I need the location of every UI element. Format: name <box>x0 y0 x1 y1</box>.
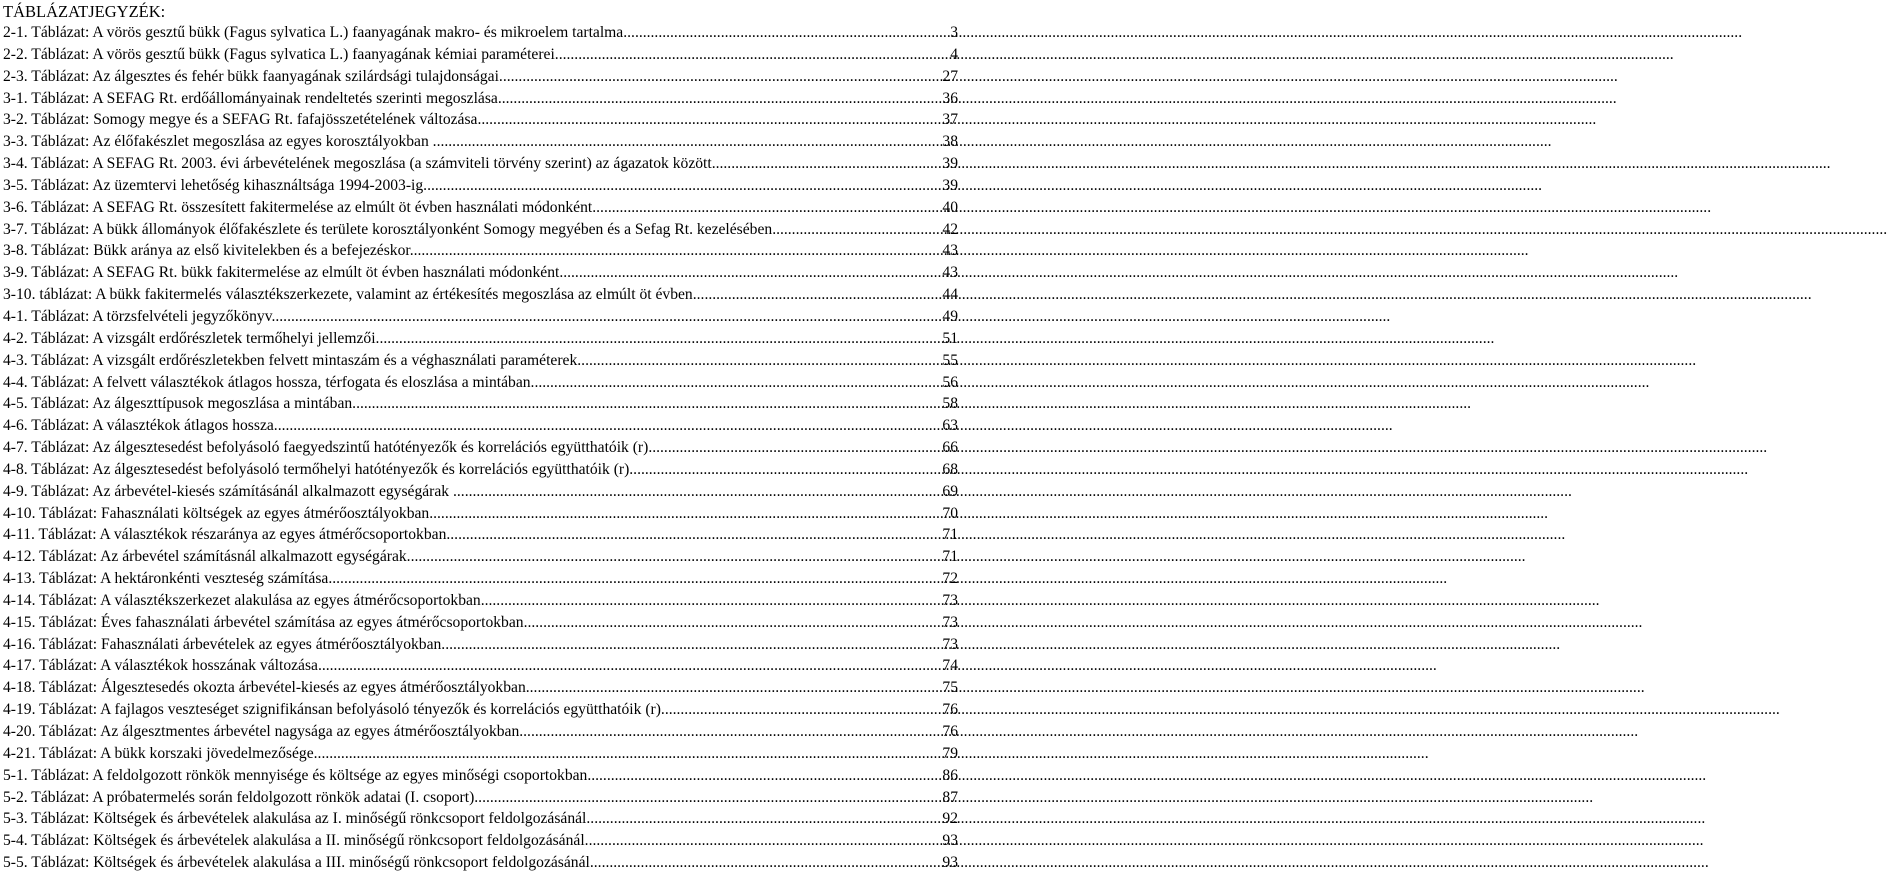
toc-entry[interactable] <box>0 481 960 503</box>
toc-entry[interactable] <box>0 546 960 568</box>
toc-entry-page-number: 76 <box>942 701 958 719</box>
toc-entry-label: 5-1. Táblázat: A feldolgozott rönkök mennyisége és költsége az egyes minőségi csoportokban. <box>3 766 592 784</box>
dot-leader <box>697 284 942 306</box>
toc-entry[interactable] <box>0 524 960 546</box>
toc-entry[interactable] <box>0 131 960 153</box>
toc-entry-label: 3-9. Táblázat: A SEFAG Rt. bükk fakitermelése az elmúlt öt évben használati módonként. <box>3 264 564 282</box>
toc-entry-page-number: 55 <box>942 351 958 369</box>
toc-entry-page-number: 51 <box>942 329 958 347</box>
dot-leader <box>379 328 941 350</box>
toc-entry-label: 4-13. Táblázat: A hektáronkénti veszteség számítása. <box>3 570 333 588</box>
dot-leader <box>478 787 941 809</box>
toc-entry-label: 4-12. Táblázat: Az árbevétel számításnál alkalmazott egységárak. <box>3 548 411 566</box>
toc-entry[interactable] <box>0 372 960 394</box>
toc-entry[interactable] <box>0 262 960 284</box>
toc-entry-label: 5-5. Táblázat: Költségek és árbevételek alakulása a III. minőségű rönkcsoport feldolgozásánál. <box>3 854 594 872</box>
dot-leader <box>591 765 941 787</box>
toc-entry[interactable] <box>0 175 960 197</box>
toc-entry[interactable] <box>0 350 960 372</box>
toc-entry-label: 5-4. Táblázat: Költségek és árbevételek alakulása a II. minőségű rönkcsoport feldolgozásánál. <box>3 832 589 850</box>
toc-entry[interactable] <box>0 568 960 590</box>
toc-entry-label: 4-14. Táblázat: A választékszerkezet alakulása az egyes átmérőcsoportokban. <box>3 591 485 609</box>
toc-entry-page-number: 70 <box>942 504 958 522</box>
toc-entry-page-number: 38 <box>942 133 958 151</box>
toc-entry-label: 4-18. Táblázat: Álgesztesedés okozta árbevétel-kiesés az egyes átmérőosztályokban. <box>3 679 530 697</box>
toc-entry[interactable] <box>0 830 960 852</box>
toc-entry[interactable] <box>0 66 960 88</box>
dot-leader <box>485 590 942 612</box>
dot-leader <box>563 262 941 284</box>
dot-leader <box>665 699 942 721</box>
toc-entry-page-number: 63 <box>942 417 958 435</box>
dot-leader <box>527 612 941 634</box>
toc-entry-page-number: 4 <box>950 45 958 63</box>
toc-entry-label: 3-10. táblázat: A bükk fakitermelés választékszerkezete, valamint az értékesítés megoszlása az elmúlt öt évben. <box>3 286 697 304</box>
dot-leader <box>594 852 942 874</box>
dot-leader <box>503 66 942 88</box>
dot-leader <box>596 197 941 219</box>
toc-entry[interactable] <box>0 721 960 743</box>
dot-leader <box>559 44 950 66</box>
dot-leader <box>275 306 941 328</box>
toc-entry-label: 4-21. Táblázat: A bükk korszaki jövedelmezősége <box>3 744 314 762</box>
dot-leader <box>322 655 942 677</box>
toc-entry-page-number: 87 <box>942 788 958 806</box>
dot-leader <box>589 830 942 852</box>
toc-entry-page-number: 68 <box>942 460 958 478</box>
toc-entry-label: 4-11. Táblázat: A választékok részaránya az egyes átmérőcsoportokban. <box>3 526 451 544</box>
toc-entry-label: 4-9. Táblázat: Az árbevétel-kiesés számításánál alkalmazott egységárak . <box>3 482 457 500</box>
toc-entry-page-number: 40 <box>942 198 958 216</box>
toc-entry[interactable] <box>0 197 960 219</box>
dot-leader <box>716 153 942 175</box>
toc-entry[interactable] <box>0 88 960 110</box>
toc-entry[interactable] <box>0 743 960 765</box>
toc-entry-label: 4-6. Táblázat: A választékok átlagos hossza. <box>3 417 278 435</box>
toc-entry-label: 4-7. Táblázat: Az álgesztesedést befolyásoló faegyedszintű hatótényezők és korrelációs együtthatóik (r). <box>3 439 653 457</box>
toc-entry-label: 4-16. Táblázat: Fahasználati árbevételek az egyes átmérőosztályokban. <box>3 635 446 653</box>
toc-entry-label: 4-1. Táblázat: A törzsfelvételi jegyzőkönyv. <box>3 307 276 325</box>
toc-entry-label: 4-5. Táblázat: Az álgeszttípusok megoszlása a mintában. <box>3 395 357 413</box>
toc-entry-label: 3-4. Táblázat: A SEFAG Rt. 2003. évi árbevételének megoszlása (a számviteli törvény szerint) az ágazatok között. <box>3 155 716 173</box>
page-title: TÁBLÁZATJEGYZÉK: <box>3 2 166 21</box>
toc-entry[interactable] <box>0 634 960 656</box>
toc-entry-page-number: 93 <box>942 854 958 872</box>
toc-entry-page-number: 36 <box>942 89 958 107</box>
toc-entry-page-number: 58 <box>942 395 958 413</box>
toc-entry-page-number: 71 <box>942 548 958 566</box>
dot-leader <box>433 503 941 525</box>
toc-entry-label: 2-2. Táblázat: A vörös gesztű bükk (Fagus sylvatica L.) faanyagának kémiai paraméterei. <box>3 45 559 63</box>
toc-entry[interactable] <box>0 852 960 874</box>
toc-entry[interactable] <box>0 677 960 699</box>
toc-entry-page-number: 37 <box>942 111 958 129</box>
dot-leader <box>534 372 941 394</box>
dot-leader <box>450 524 941 546</box>
toc-entry[interactable] <box>0 109 960 131</box>
toc-entry[interactable] <box>0 393 960 415</box>
toc-entry-page-number: 76 <box>942 723 958 740</box>
dot-leader <box>590 808 941 830</box>
toc-entry-page-number: 75 <box>942 679 958 697</box>
toc-entry-label: 5-2. Táblázat: A próbatermelés során feldolgozott rönkök adatai (I. csoport). <box>3 788 479 806</box>
toc-entry-page-number: 72 <box>942 570 958 588</box>
dot-leader <box>523 721 941 743</box>
dot-leader <box>414 240 942 262</box>
toc-entry[interactable] <box>0 284 960 306</box>
toc-entry-label: 4-19. Táblázat: A fajlagos veszteséget szignifikánsan befolyásoló tényezők és korrelációs együtthatóik (r). <box>3 701 665 719</box>
toc-entry-page-number: 79 <box>942 744 958 762</box>
dot-leader <box>278 415 942 437</box>
dot-leader <box>427 175 941 197</box>
toc-entry-label: 4-20. Táblázat: Az álgesztmentes árbevétel nagysága az egyes átmérőosztályokban. <box>3 723 524 740</box>
toc-entry[interactable] <box>0 437 960 459</box>
dot-leader <box>772 219 941 241</box>
toc-entry-page-number: 56 <box>942 373 958 391</box>
toc-entry[interactable] <box>0 655 960 677</box>
toc-entry-label: 4-17. Táblázat: A választékok hosszának változása. <box>3 657 322 675</box>
toc-entry-label: 2-1. Táblázat: A vörös gesztű bükk (Fagus sylvatica L.) faanyagának makro- és mikroelem tartalma. <box>3 24 628 41</box>
dot-leader <box>314 743 942 765</box>
toc-entry-label: 4-10. Táblázat: Fahasználati költségek az egyes átmérőosztályokban. <box>3 504 434 522</box>
toc-entry[interactable] <box>0 306 960 328</box>
toc-entry-page-number: 69 <box>942 482 958 500</box>
toc-entry-page-number: 3 <box>950 24 958 41</box>
toc-entry-label: 3-7. Táblázat: A bükk állományok élőfakészlete és területe korosztályonként Somogy megyében és a Sefag Rt. kezelésében <box>3 220 773 238</box>
toc-entry-label: 3-3. Táblázat: Az élőfakészlet megoszlása az egyes korosztályokban . <box>3 133 437 151</box>
dot-leader <box>581 350 941 372</box>
dot-leader <box>445 634 941 656</box>
dot-leader <box>437 131 942 153</box>
toc-entry[interactable] <box>0 153 960 175</box>
toc-entry-label: 5-3. Táblázat: Költségek és árbevételek alakulása az I. minőségű rönkcsoport feldolgozásánál. <box>3 810 591 828</box>
toc-entry-label: 4-3. Táblázat: A vizsgált erdőrészletekben felvett mintaszám és a véghasználati paraméterek. <box>3 351 582 369</box>
dot-leader <box>457 481 942 503</box>
toc-entry-label: 4-15. Táblázat: Éves fahasználati árbevétel számítása az egyes átmérőcsoportokban. <box>3 613 528 631</box>
toc-entry-label: 3-1. Táblázat: A SEFAG Rt. erdőállományainak rendeltetés szerinti megoszlása. <box>3 89 502 107</box>
toc-entry-page-number: 66 <box>942 439 958 457</box>
toc-entry-page-number: 93 <box>942 832 958 850</box>
toc-entry-label: 3-5. Táblázat: Az üzemtervi lehetőség kihasználtsága 1994-2003-ig. <box>3 176 428 194</box>
toc-entry-page-number: 27 <box>942 67 958 85</box>
toc-entry-page-number: 39 <box>942 176 958 194</box>
toc-entry[interactable] <box>0 765 960 787</box>
toc-entry-page-number: 39 <box>942 155 958 173</box>
toc-entry[interactable] <box>0 219 960 241</box>
toc-entry-page-number: 73 <box>942 591 958 609</box>
toc-entry-page-number: 43 <box>942 264 958 282</box>
toc-entry-page-number: 92 <box>942 810 958 828</box>
toc-entry[interactable] <box>0 44 960 66</box>
toc-entry[interactable] <box>0 787 960 809</box>
toc-entry[interactable] <box>0 328 960 350</box>
toc-entry[interactable] <box>0 699 960 721</box>
toc-entry-page-number: 42 <box>942 220 958 238</box>
toc-entry[interactable] <box>0 503 960 525</box>
dot-leader <box>627 22 949 44</box>
toc-entry-page-number: 71 <box>942 526 958 544</box>
toc-entry-label: 4-8. Táblázat: Az álgesztesedést befolyásoló termőhelyi hatótényezők és korrelációs együtthatóik (r). <box>3 460 634 478</box>
dot-leader <box>530 677 942 699</box>
toc-entry-label: 4-2. Táblázat: A vizsgált erdőrészletek termőhelyi jellemzői. <box>3 329 380 347</box>
toc-entry-label: 2-3. Táblázat: Az álgesztes és fehér bükk faanyagának szilárdsági tulajdonságai. <box>3 67 503 85</box>
toc-entry[interactable] <box>0 240 960 262</box>
toc-entry-page-number: 44 <box>942 286 958 304</box>
toc-entry-page-number: 43 <box>942 242 958 260</box>
dot-leader <box>481 109 941 131</box>
toc-entry-label: 3-6. Táblázat: A SEFAG Rt. összesített fakitermelése az elmúlt öt évben használati módonként. <box>3 198 597 216</box>
toc-entry-page-number: 73 <box>942 635 958 653</box>
toc-entry[interactable] <box>0 612 960 634</box>
dot-leader <box>502 88 942 110</box>
toc-entry-label: 3-2. Táblázat: Somogy megye és a SEFAG Rt. fafajösszetételének változása. <box>3 111 482 129</box>
toc-entry[interactable] <box>0 590 960 612</box>
toc-list <box>0 22 960 874</box>
toc-entry[interactable] <box>0 415 960 437</box>
toc-entry-page-number: 73 <box>942 613 958 631</box>
dot-leader <box>332 568 941 590</box>
toc-entry-label: 4-4. Táblázat: A felvett választékok átlagos hossza, térfogata és eloszlása a mintában. <box>3 373 535 391</box>
dot-leader <box>356 393 941 415</box>
toc-entry-page-number: 86 <box>942 766 958 784</box>
toc-entry[interactable] <box>0 22 960 44</box>
toc-entry-label: 3-8. Táblázat: Bükk aránya az első kivitelekben és a befejezéskor. <box>3 242 414 260</box>
toc-entry[interactable] <box>0 459 960 481</box>
dot-leader <box>411 546 942 568</box>
toc-entry-page-number: 74 <box>942 657 958 675</box>
toc-entry-page-number: 49 <box>942 307 958 325</box>
dot-leader <box>633 459 941 481</box>
toc-entry[interactable] <box>0 808 960 830</box>
dot-leader <box>652 437 941 459</box>
